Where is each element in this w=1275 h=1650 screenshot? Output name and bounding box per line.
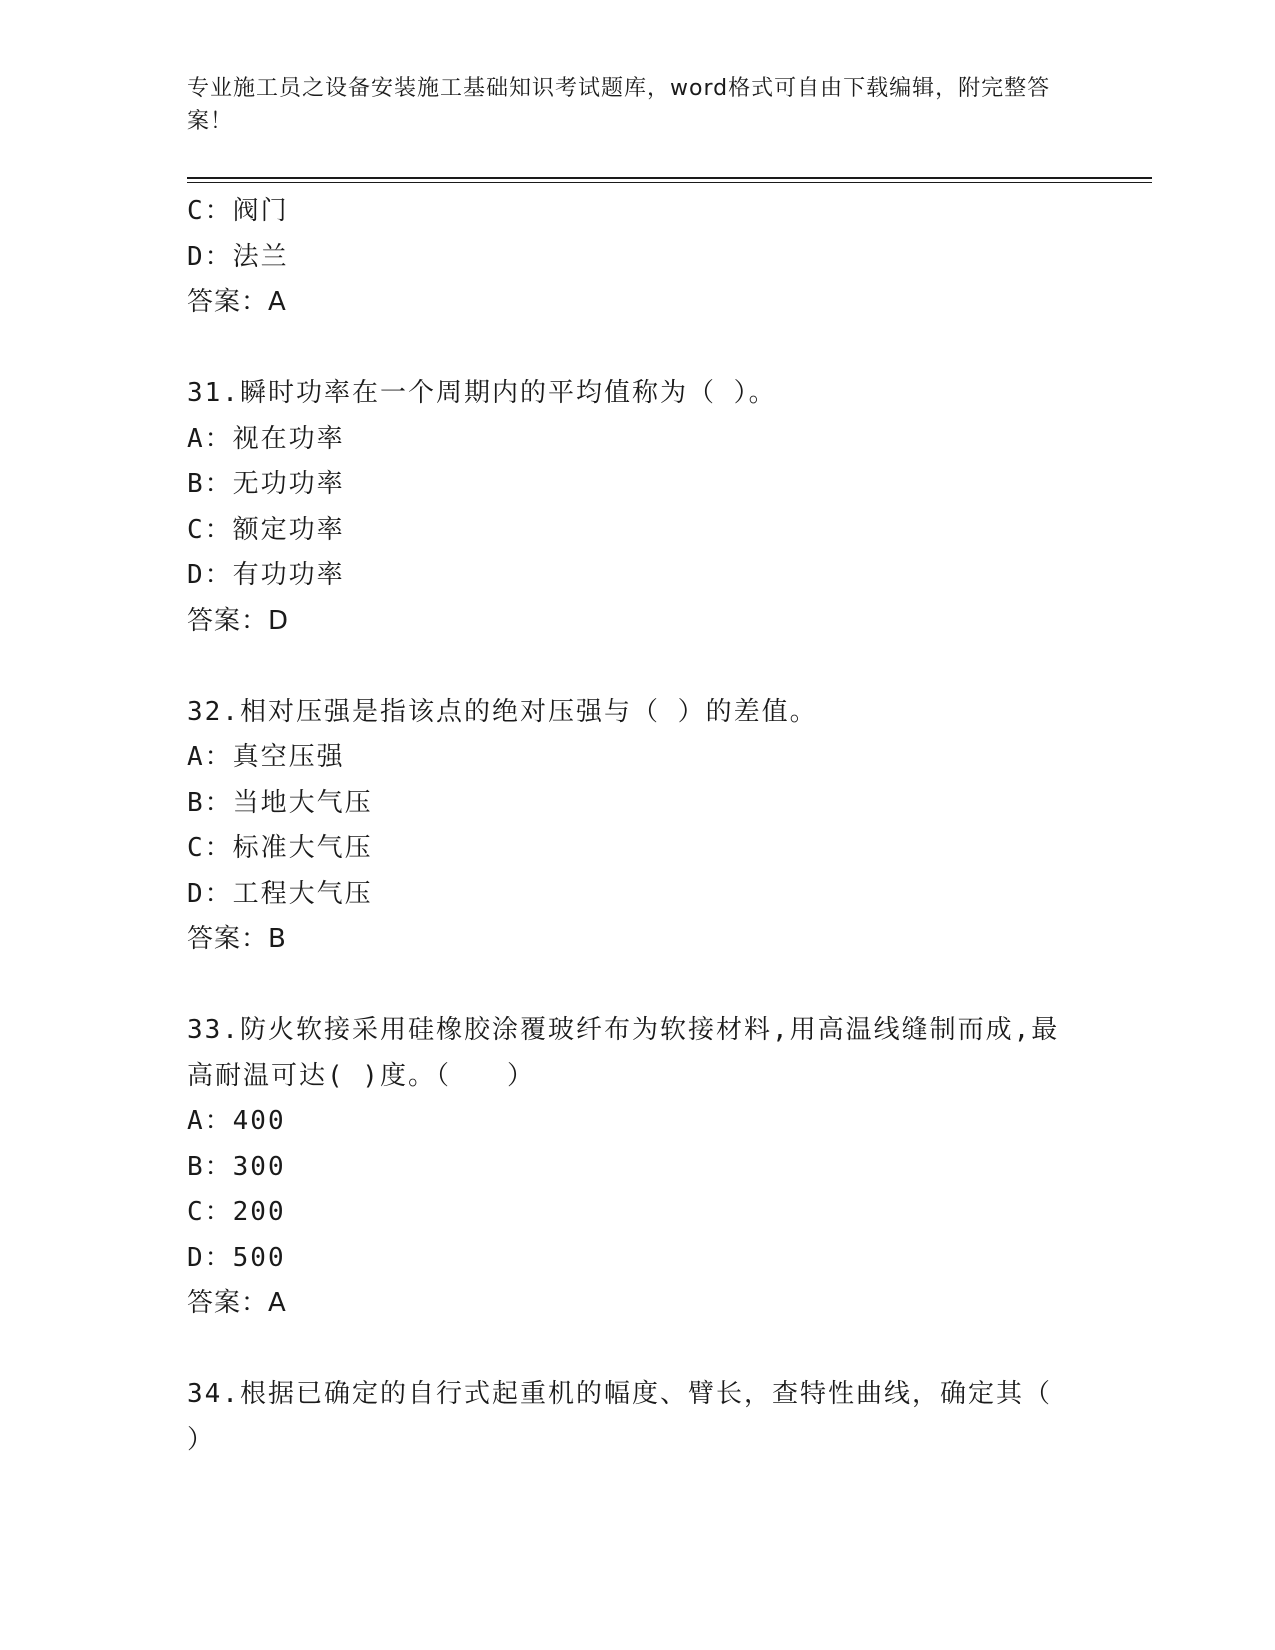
question-stem: 31.瞬时功率在一个周期内的平均值称为（ ）。 [187, 378, 777, 408]
option-a: A：视在功率 [187, 423, 345, 454]
spacer [187, 644, 1067, 690]
question-list [187, 189, 1067, 1463]
answer-label: 答案：A [187, 287, 287, 317]
spacer [187, 963, 1067, 1009]
option-d: D：工程大气压 [187, 878, 373, 909]
option-b: B：300 [187, 1151, 286, 1182]
answer-label: 答案：B [187, 924, 287, 954]
header-divider-thick [187, 177, 1152, 179]
header-divider-thin [187, 182, 1152, 183]
option-b: B：无功功率 [187, 469, 345, 499]
spacer [187, 1327, 1067, 1373]
option-c: C：200 [187, 1197, 286, 1227]
option-d: D：有功功率 [187, 560, 345, 590]
option-a: A：真空压强 [187, 742, 345, 772]
option-a: A：400 [187, 1106, 286, 1136]
option-d: D：法兰 [187, 241, 289, 272]
question-stem: 34.根据已确定的自行式起重机的幅度、臂长，查特性曲线，确定其（ ） [187, 1379, 1052, 1455]
option-b: B：当地大气压 [187, 787, 373, 818]
option-c: C：额定功率 [187, 514, 345, 545]
spacer [187, 326, 1067, 372]
option-d: D：500 [187, 1242, 286, 1273]
question-stem: 33.防火软接采用硅橡胶涂覆玻纤布为软接材料,用高温线缝制而成,最高耐温可达( )度。（ ） [187, 1015, 1060, 1091]
answer-label: 答案：D [187, 605, 290, 636]
question-stem: 32.相对压强是指该点的绝对压强与（ ）的差值。 [187, 696, 818, 727]
answer-label: 答案：A [187, 1288, 287, 1318]
document-header: 专业施工员之设备安装施工基础知识考试题库，word格式可自由下载编辑，附完整答案！ [187, 76, 1051, 134]
option-c: C：标准大气压 [187, 833, 373, 863]
option-c: C：阀门 [187, 196, 289, 226]
